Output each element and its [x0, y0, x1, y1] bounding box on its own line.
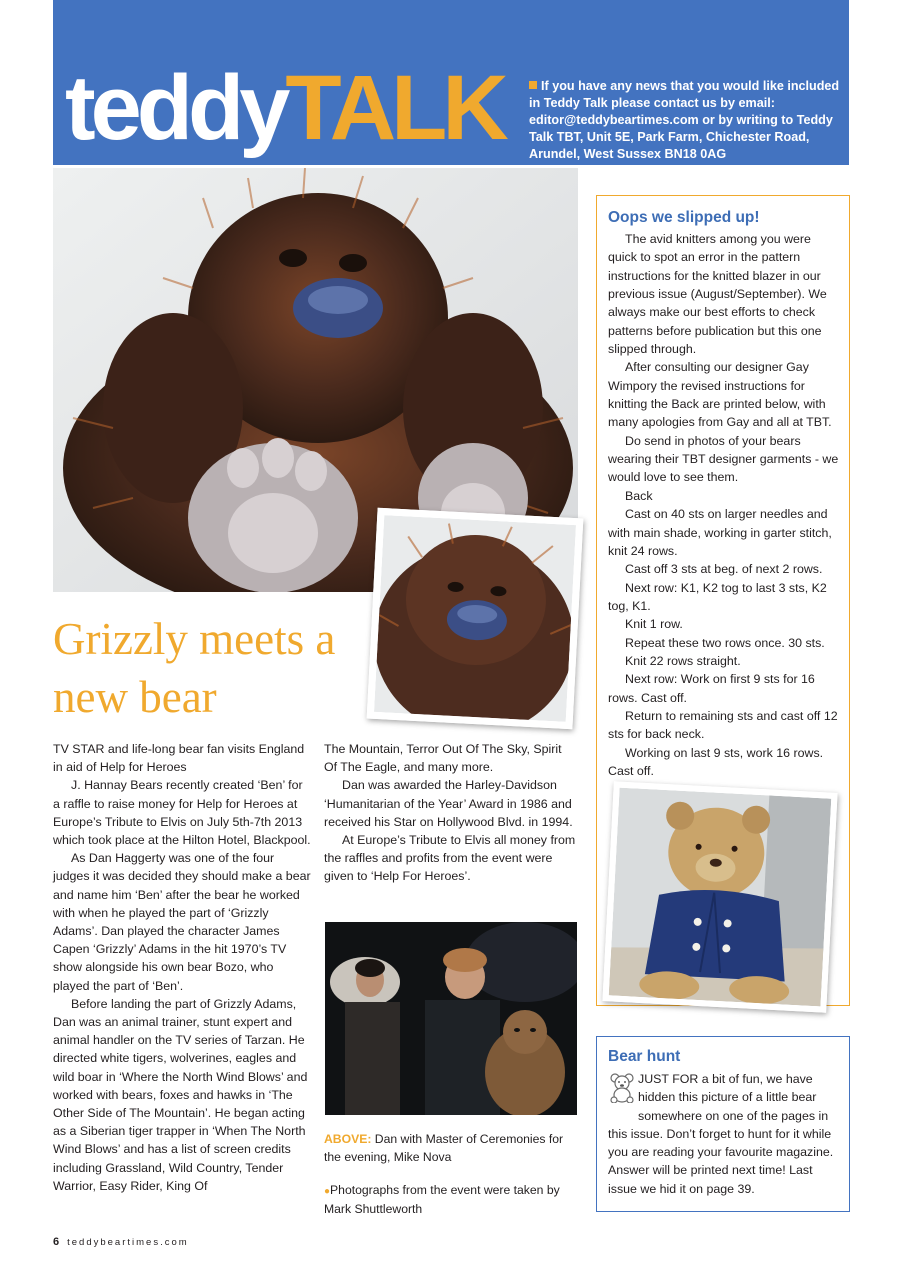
oops-paragraph: Next row: Work on first 9 sts for 16 rows. Cast off.: [608, 672, 815, 705]
article-paragraph: Dan was awarded the Harley-Davidson ‘Humanitarian of the Year’ Award in 1986 and received his Star on Hollywood Blvd. in 1994.: [324, 778, 573, 829]
oops-paragraph: Cast off 3 sts at beg. of next 2 rows.: [625, 562, 823, 577]
photo-credit: [324, 1182, 576, 1218]
footer-site: teddybeartimes.com: [67, 1237, 189, 1248]
page-footer: [53, 1236, 189, 1248]
article-paragraph: The Mountain, Terror Out Of The Sky, Spirit Of The Eagle, and many more.: [324, 742, 562, 775]
logo-part-talk: TALK: [285, 57, 504, 159]
oops-paragraph: The avid knitters among you were quick to spot an error in the pattern instructions for the knitted blazer in our previous issue (August/September). We always make our best efforts to check patterns before publication but this one slipped through.: [608, 232, 827, 357]
oops-paragraph: Cast on 40 sts on larger needles and with main shade, working in garter stitch, knit 24 rows.: [608, 507, 832, 558]
photo-caption: [324, 1131, 576, 1218]
oops-paragraph: Next row: K1, K2 tog to last 3 sts, K2 tog, K1.: [608, 580, 827, 613]
article-standfirst: TV STAR and life-long bear fan visits England in aid of Help for Heroes: [53, 742, 305, 775]
grizzly-closeup-photo: [367, 508, 584, 729]
bear-hunt-line: somewhere on one of the pages in: [638, 1108, 829, 1123]
oops-paragraph: Working on last 9 sts, work 16 rows. Cast off.: [608, 745, 824, 778]
contact-note: [529, 78, 844, 163]
bear-hunt-rest: this issue. Don’t forget to hunt for it while you are reading your favourite magazine. Answer will be printed next time! Last issue we hid it on page 39.: [608, 1126, 834, 1196]
oops-paragraph: Return to remaining sts and cast off 12 sts for back neck.: [608, 708, 838, 742]
caption-above: [324, 1131, 576, 1166]
article-column-2: [324, 740, 576, 886]
logo-part-teddy: teddy: [65, 57, 286, 159]
oops-paragraph: Do send in photos of your bears wearing their TBT designer garments - we would love to see them.: [608, 433, 839, 485]
contact-note-text: If you have any news that you would like included in Teddy Talk please contact us by email: editor@teddybeartimes.com or by writing to Teddy Talk TBT, Unit 5E, Park Farm, Chichester Road, Arundel, West Sussex BN18 0AG: [529, 79, 840, 161]
article-column-1: [53, 740, 311, 1195]
photo-credit-text: Photographs from the event were taken by Mark Shuttleworth: [324, 1183, 560, 1216]
bear-hunt-line: hidden this picture of a little bear: [638, 1090, 817, 1105]
bear-in-blazer-photo: [602, 781, 837, 1012]
bear-hunt-line: JUST FOR a bit of fun, we have: [638, 1072, 813, 1086]
bear-hunt-title: Bear hunt: [608, 1048, 681, 1065]
oops-paragraph: Knit 1 row.: [625, 617, 683, 632]
teddy-talk-logo: [65, 57, 504, 159]
square-bullet-icon: [529, 81, 537, 89]
article-headline: Grizzly meets a new bear: [53, 614, 336, 722]
oops-paragraph: Knit 22 rows straight.: [625, 653, 741, 668]
caption-text: Dan with Master of Ceremonies for the evening, Mike Nova: [324, 1132, 564, 1164]
oops-paragraph: Repeat these two rows once. 30 sts.: [625, 635, 825, 650]
page-number: 6: [53, 1236, 60, 1248]
oops-paragraph: Back: [625, 488, 653, 503]
article-paragraph: J. Hannay Bears recently created ‘Ben’ for a raffle to raise money for Help for Heroes at Europe’s Tribute to Elvis on July 5th-7th 2013 which took place at the Hilton Hotel, Blackpool.: [53, 778, 311, 848]
oops-paragraph: After consulting our designer Gay Wimpory the revised instructions for knitting the Back are printed below, with many apologies from Gay and all at TBT.: [608, 360, 832, 430]
article-paragraph: Before landing the part of Grizzly Adams, Dan was an animal trainer, stunt expert and animal handler on the TV series of Tarzan. He directed white tigers, wolverines, eagles and wild boar in ‘Where the North Wind Blows’ and worked with bears, foxes and hawks in ‘The Other Side of The Mountain’. He began acting as a Siberian tiger trapper in ‘When The North Wind Blows’ and has a list of screen credits including Grassland, Wild Country, Tender Warrior, Easy Rider, King Of: [53, 996, 308, 1193]
bullet-dot-icon: ●: [324, 1186, 331, 1197]
article-paragraph: As Dan Haggerty was one of the four judges it was decided they should make a bear and name him ‘Ben’ after the bear he worked with when he played the part of ‘Grizzly Adams’. Dan played the character James Capen ‘Grizzly’ Adams in the hit 1970’s TV show alongside his own bear Bozo, who played the part of ‘Ben’.: [53, 851, 311, 993]
event-stage-photo: [325, 922, 577, 1115]
article-paragraph: At Europe’s Tribute to Elvis all money from the raffles and profits from the event were given to ‘Help For Heroes’.: [324, 833, 576, 884]
header-band: [53, 0, 849, 165]
bear-hunt-body: [608, 1070, 842, 1198]
oops-title: Oops we slipped up!: [608, 209, 760, 226]
oops-body: [608, 230, 840, 780]
caption-label: ABOVE:: [324, 1132, 372, 1146]
